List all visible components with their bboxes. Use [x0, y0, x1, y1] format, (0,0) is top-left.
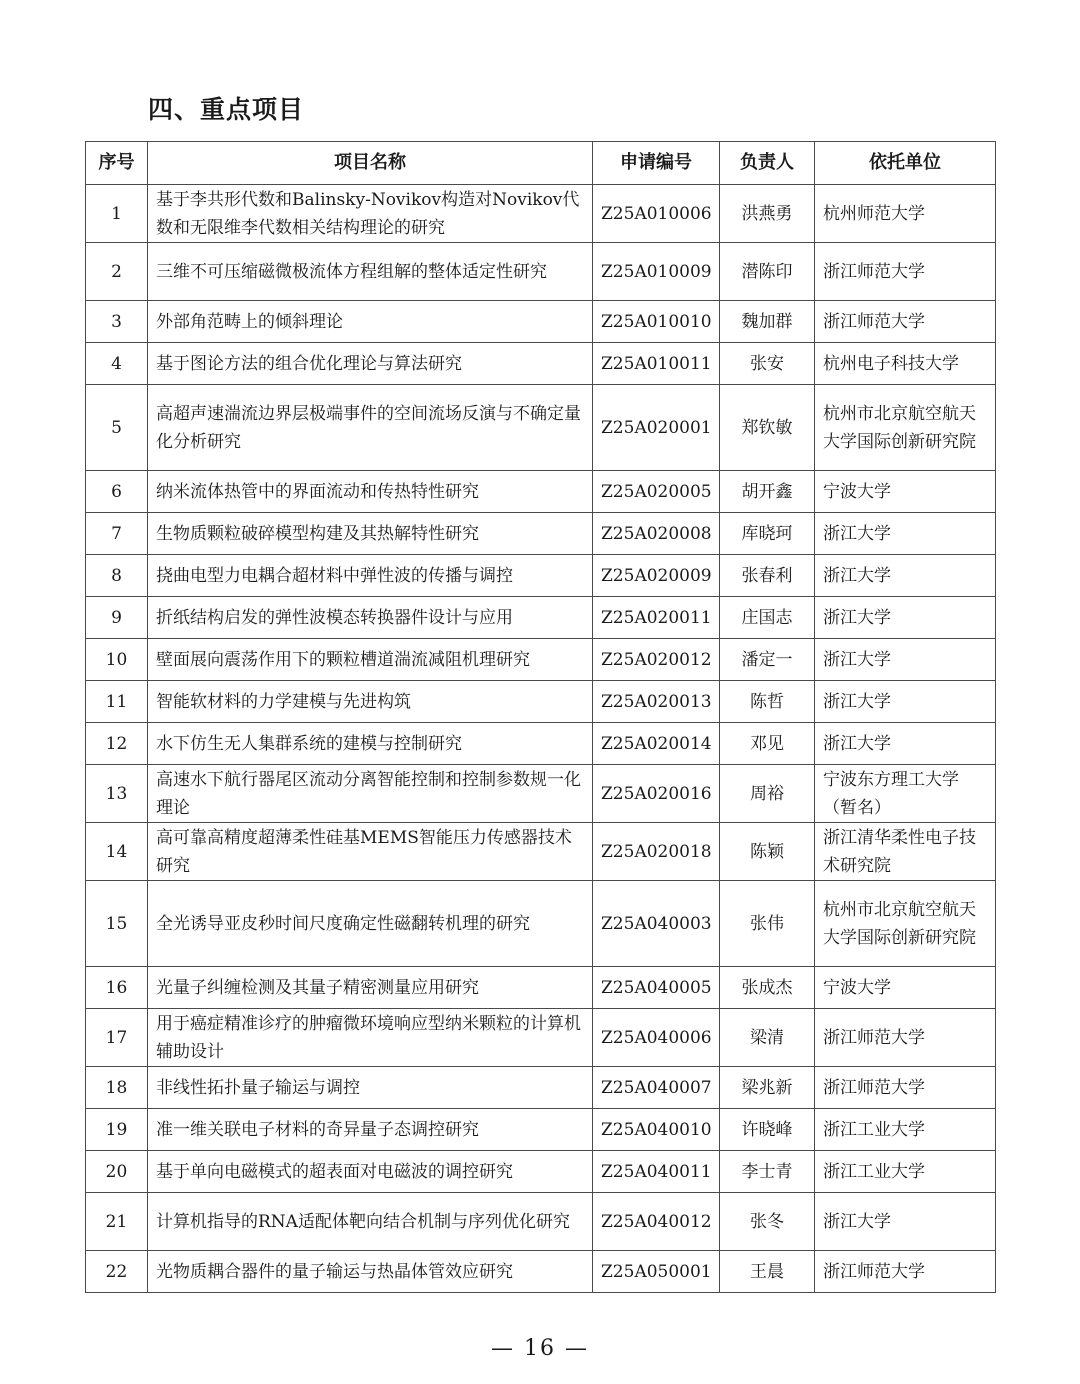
cell-lead: 周裕	[720, 765, 815, 823]
cell-code: Z25A040006	[593, 1009, 720, 1067]
cell-lead: 库晓珂	[720, 513, 815, 555]
cell-unit: 浙江师范大学	[815, 301, 996, 343]
table-row	[86, 185, 996, 243]
cell-lead: 张春利	[720, 555, 815, 597]
cell-seq: 11	[86, 681, 148, 723]
cell-unit: 浙江大学	[815, 639, 996, 681]
cell-seq: 19	[86, 1109, 148, 1151]
cell-lead: 王晨	[720, 1251, 815, 1293]
cell-unit: 浙江师范大学	[815, 1009, 996, 1067]
cell-seq: 4	[86, 343, 148, 385]
cell-title: 高超声速湍流边界层极端事件的空间流场反演与不确定量化分析研究	[148, 385, 593, 471]
header-seq: 序号	[86, 142, 148, 185]
header-unit: 依托单位	[815, 142, 996, 185]
cell-seq: 7	[86, 513, 148, 555]
cell-title: 基于单向电磁模式的超表面对电磁波的调控研究	[148, 1151, 593, 1193]
table-row	[86, 823, 996, 881]
cell-unit: 浙江大学	[815, 513, 996, 555]
cell-seq: 6	[86, 471, 148, 513]
cell-seq: 21	[86, 1193, 148, 1251]
cell-lead: 张成杰	[720, 967, 815, 1009]
cell-code: Z25A040011	[593, 1151, 720, 1193]
table-row	[86, 1151, 996, 1193]
cell-unit: 杭州师范大学	[815, 185, 996, 243]
cell-code: Z25A020018	[593, 823, 720, 881]
cell-seq: 15	[86, 881, 148, 967]
cell-unit: 浙江师范大学	[815, 1251, 996, 1293]
cell-unit: 杭州电子科技大学	[815, 343, 996, 385]
cell-title: 高速水下航行器尾区流动分离智能控制和控制参数规一化理论	[148, 765, 593, 823]
table-row	[86, 1109, 996, 1151]
cell-seq: 8	[86, 555, 148, 597]
cell-title: 折纸结构启发的弹性波模态转换器件设计与应用	[148, 597, 593, 639]
cell-seq: 20	[86, 1151, 148, 1193]
cell-code: Z25A020001	[593, 385, 720, 471]
cell-seq: 12	[86, 723, 148, 765]
table-header-row	[86, 142, 996, 185]
cell-seq: 5	[86, 385, 148, 471]
cell-unit: 杭州市北京航空航天大学国际创新研究院	[815, 881, 996, 967]
cell-lead: 陈哲	[720, 681, 815, 723]
cell-lead: 许晓峰	[720, 1109, 815, 1151]
table-row	[86, 301, 996, 343]
table-row	[86, 967, 996, 1009]
cell-unit: 浙江师范大学	[815, 243, 996, 301]
cell-seq: 3	[86, 301, 148, 343]
cell-title: 外部角范畴上的倾斜理论	[148, 301, 593, 343]
cell-unit: 杭州市北京航空航天大学国际创新研究院	[815, 385, 996, 471]
cell-title: 挠曲电型力电耦合超材料中弹性波的传播与调控	[148, 555, 593, 597]
cell-code: Z25A020014	[593, 723, 720, 765]
table-row	[86, 765, 996, 823]
cell-unit: 浙江师范大学	[815, 1067, 996, 1109]
table-row	[86, 385, 996, 471]
table-row	[86, 681, 996, 723]
cell-code: Z25A010011	[593, 343, 720, 385]
cell-code: Z25A020016	[593, 765, 720, 823]
cell-code: Z25A010009	[593, 243, 720, 301]
cell-title: 水下仿生无人集群系统的建模与控制研究	[148, 723, 593, 765]
cell-seq: 22	[86, 1251, 148, 1293]
cell-title: 智能软材料的力学建模与先进构筑	[148, 681, 593, 723]
cell-lead: 郑钦敏	[720, 385, 815, 471]
cell-unit: 浙江大学	[815, 681, 996, 723]
cell-seq: 9	[86, 597, 148, 639]
cell-code: Z25A050001	[593, 1251, 720, 1293]
cell-unit: 浙江大学	[815, 1193, 996, 1251]
table-row	[86, 1067, 996, 1109]
cell-seq: 10	[86, 639, 148, 681]
cell-seq: 14	[86, 823, 148, 881]
cell-lead: 李士青	[720, 1151, 815, 1193]
table-row	[86, 513, 996, 555]
cell-title: 基于图论方法的组合优化理论与算法研究	[148, 343, 593, 385]
section-heading: 四、重点项目	[148, 95, 305, 124]
table-row	[86, 471, 996, 513]
cell-title: 生物质颗粒破碎模型构建及其热解特性研究	[148, 513, 593, 555]
table-row	[86, 1251, 996, 1293]
cell-lead: 潜陈印	[720, 243, 815, 301]
table-row	[86, 1009, 996, 1067]
cell-lead: 庄国志	[720, 597, 815, 639]
cell-seq: 16	[86, 967, 148, 1009]
cell-unit: 浙江大学	[815, 597, 996, 639]
cell-code: Z25A040003	[593, 881, 720, 967]
cell-lead: 张伟	[720, 881, 815, 967]
cell-lead: 梁兆新	[720, 1067, 815, 1109]
cell-title: 光量子纠缠检测及其量子精密测量应用研究	[148, 967, 593, 1009]
cell-code: Z25A010010	[593, 301, 720, 343]
cell-title: 壁面展向震荡作用下的颗粒槽道湍流减阻机理研究	[148, 639, 593, 681]
cell-lead: 梁清	[720, 1009, 815, 1067]
cell-title: 纳米流体热管中的界面流动和传热特性研究	[148, 471, 593, 513]
page-number: — 16 —	[491, 1336, 589, 1361]
projects-table	[85, 141, 996, 1293]
cell-code: Z25A020012	[593, 639, 720, 681]
cell-code: Z25A020011	[593, 597, 720, 639]
cell-seq: 2	[86, 243, 148, 301]
cell-title: 全光诱导亚皮秒时间尺度确定性磁翻转机理的研究	[148, 881, 593, 967]
cell-unit: 宁波大学	[815, 967, 996, 1009]
cell-title: 用于癌症精准诊疗的肿瘤微环境响应型纳米颗粒的计算机辅助设计	[148, 1009, 593, 1067]
cell-seq: 13	[86, 765, 148, 823]
table-row	[86, 555, 996, 597]
cell-code: Z25A040010	[593, 1109, 720, 1151]
cell-code: Z25A020008	[593, 513, 720, 555]
cell-lead: 洪燕勇	[720, 185, 815, 243]
cell-unit: 浙江清华柔性电子技术研究院	[815, 823, 996, 881]
table-row	[86, 343, 996, 385]
table-row	[86, 639, 996, 681]
cell-seq: 1	[86, 185, 148, 243]
cell-title: 基于李共形代数和Balinsky-Novikov构造对Novikov代数和无限维李代数相关结构理论的研究	[148, 185, 593, 243]
cell-lead: 潘定一	[720, 639, 815, 681]
header-code: 申请编号	[593, 142, 720, 185]
cell-title: 三维不可压缩磁微极流体方程组解的整体适定性研究	[148, 243, 593, 301]
cell-lead: 张安	[720, 343, 815, 385]
cell-unit: 浙江大学	[815, 723, 996, 765]
table-row	[86, 243, 996, 301]
cell-title: 高可靠高精度超薄柔性硅基MEMS智能压力传感器技术研究	[148, 823, 593, 881]
cell-lead: 陈颖	[720, 823, 815, 881]
cell-unit: 浙江大学	[815, 555, 996, 597]
cell-code: Z25A020009	[593, 555, 720, 597]
cell-unit: 浙江工业大学	[815, 1109, 996, 1151]
cell-lead: 张冬	[720, 1193, 815, 1251]
cell-lead: 邓见	[720, 723, 815, 765]
cell-seq: 17	[86, 1009, 148, 1067]
table-row	[86, 1193, 996, 1251]
cell-unit: 宁波大学	[815, 471, 996, 513]
cell-code: Z25A020005	[593, 471, 720, 513]
cell-code: Z25A040012	[593, 1193, 720, 1251]
cell-unit: 浙江工业大学	[815, 1151, 996, 1193]
cell-title: 计算机指导的RNA适配体靶向结合机制与序列优化研究	[148, 1193, 593, 1251]
cell-title: 非线性拓扑量子输运与调控	[148, 1067, 593, 1109]
header-lead: 负责人	[720, 142, 815, 185]
cell-code: Z25A040007	[593, 1067, 720, 1109]
cell-unit: 宁波东方理工大学（暂名）	[815, 765, 996, 823]
cell-code: Z25A020013	[593, 681, 720, 723]
table-row	[86, 723, 996, 765]
cell-lead: 魏加群	[720, 301, 815, 343]
cell-code: Z25A040005	[593, 967, 720, 1009]
header-title: 项目名称	[148, 142, 593, 185]
cell-title: 光物质耦合器件的量子输运与热晶体管效应研究	[148, 1251, 593, 1293]
cell-code: Z25A010006	[593, 185, 720, 243]
table-row	[86, 881, 996, 967]
cell-lead: 胡开鑫	[720, 471, 815, 513]
table-row	[86, 597, 996, 639]
cell-seq: 18	[86, 1067, 148, 1109]
cell-title: 准一维关联电子材料的奇异量子态调控研究	[148, 1109, 593, 1151]
